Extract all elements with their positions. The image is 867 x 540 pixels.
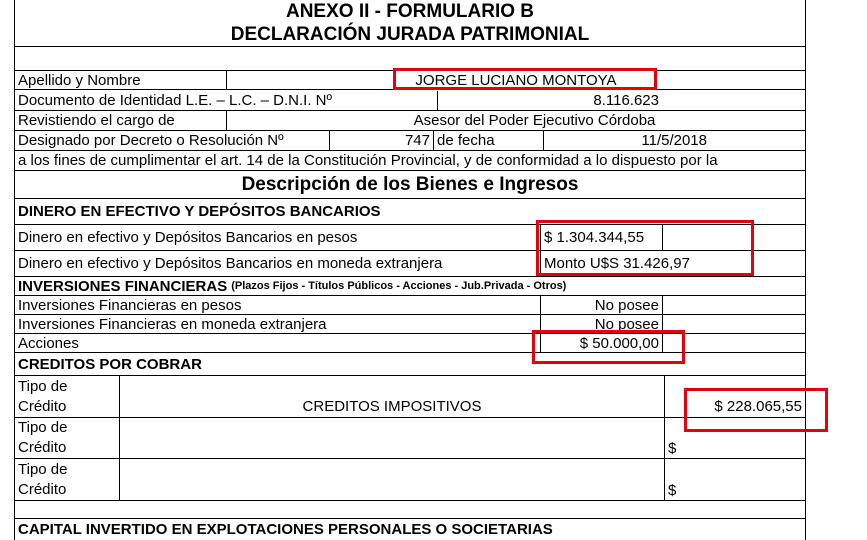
decree-label: Designado por Decreto o Resolución Nº: [15, 131, 330, 150]
shares-row: [15, 334, 805, 353]
credits-section-row: [15, 353, 805, 376]
capital-section-title: CAPITAL INVERTIDO EN EXPLOTACIONES PERSONALES O SOCIETARIAS: [18, 521, 553, 538]
credit-row-3: [15, 459, 805, 501]
credit-type-label: [15, 418, 120, 458]
credit-description: CREDITOS IMPOSITIVOS: [120, 376, 665, 417]
credit-row-1: [15, 376, 805, 418]
date-value: 11/5/2018: [641, 132, 707, 149]
credit-amount: $: [668, 482, 677, 499]
investments-pesos-label: Inversiones Financieras en pesos: [15, 296, 541, 314]
cash-foreign-label: Dinero en efectivo y Depósitos Bancarios en moneda extranjera: [15, 251, 541, 276]
cash-foreign-row: [15, 251, 805, 277]
purpose-text: a los fines de cumplimentar el art. 14 de la Constitución Provincial, y de conformidad a lo dispuesto por la: [18, 152, 718, 169]
name-value: JORGE LUCIANO MONTOYA: [415, 71, 617, 89]
cash-section-title: DINERO EN EFECTIVO Y DEPÓSITOS BANCARIOS: [18, 203, 381, 220]
cash-section-row: [15, 199, 805, 225]
credit-description: [120, 418, 665, 458]
investments-section-title: INVERSIONES FINANCIERAS: [18, 277, 228, 295]
credit-type-label-line1: Tipo de: [18, 460, 68, 478]
investments-section-header: [15, 277, 805, 295]
document-value: 8.116.623: [593, 92, 659, 109]
credit-type-label-line2: Crédito: [18, 439, 67, 456]
document-row: [15, 91, 805, 111]
investments-pesos-value: No posee: [541, 296, 663, 314]
declaration-form: [14, 0, 806, 540]
spacer-row: [15, 501, 805, 519]
credit-description: [120, 459, 665, 500]
position-label: Revistiendo el cargo de: [15, 111, 227, 130]
credit-type-label: [15, 376, 120, 417]
cash-pesos-value: $ 1.304.344,55: [541, 225, 663, 250]
decree-number: 747: [330, 131, 434, 150]
credit-amount: $: [668, 440, 677, 457]
shares-value: $ 50.000,00: [541, 334, 663, 352]
divider: [15, 46, 805, 47]
investments-pesos-row: [15, 296, 805, 315]
shares-label: Acciones: [15, 334, 541, 352]
cash-foreign-value: Monto U$S 31.426,97: [544, 255, 690, 272]
investments-foreign-value: No posee: [541, 315, 663, 333]
purpose-row: [15, 151, 805, 171]
credit-type-label: [15, 459, 120, 500]
credit-row-2: [15, 418, 805, 459]
capital-section-row: [15, 519, 805, 540]
decree-row: [15, 131, 805, 151]
credit-type-label-line1: Tipo de: [18, 377, 68, 395]
form-subtitle: DECLARACIÓN JURADA PATRIMONIAL: [230, 23, 590, 45]
investments-foreign-row: [15, 315, 805, 334]
assets-title: Descripción de los Bienes e Ingresos: [241, 174, 579, 195]
form-subtitle-row: [15, 22, 805, 46]
assets-title-row: [15, 171, 805, 199]
investments-foreign-label: Inversiones Financieras en moneda extranjera: [15, 315, 541, 333]
form-title: ANEXO II - FORMULARIO B: [285, 0, 535, 22]
position-row: [15, 111, 805, 131]
cash-pesos-row: [15, 225, 805, 251]
position-value: Asesor del Poder Ejecutivo Córdoba: [413, 112, 656, 129]
credit-type-label-line2: Crédito: [18, 480, 67, 498]
credit-amount: $ 228.065,55: [714, 398, 802, 415]
credit-type-label-line1: Tipo de: [18, 419, 68, 436]
cash-pesos-label: Dinero en efectivo y Depósitos Bancarios en pesos: [15, 225, 541, 250]
credit-type-label-line2: Crédito: [18, 397, 67, 415]
credits-section-title: CREDITOS POR COBRAR: [18, 355, 202, 373]
investments-section-row: [15, 277, 805, 296]
investments-section-note: (Plazos Fijos - Títulos Públicos - Acciones - Jub.Privada - Otros): [231, 279, 567, 292]
document-label: Documento de Identidad L.E. – L.C. – D.N.I. Nº: [15, 91, 438, 110]
name-row: [15, 70, 805, 90]
name-label: Apellido y Nombre: [15, 71, 227, 89]
date-label: de fecha: [434, 131, 544, 150]
form-title-row: [15, 0, 805, 22]
